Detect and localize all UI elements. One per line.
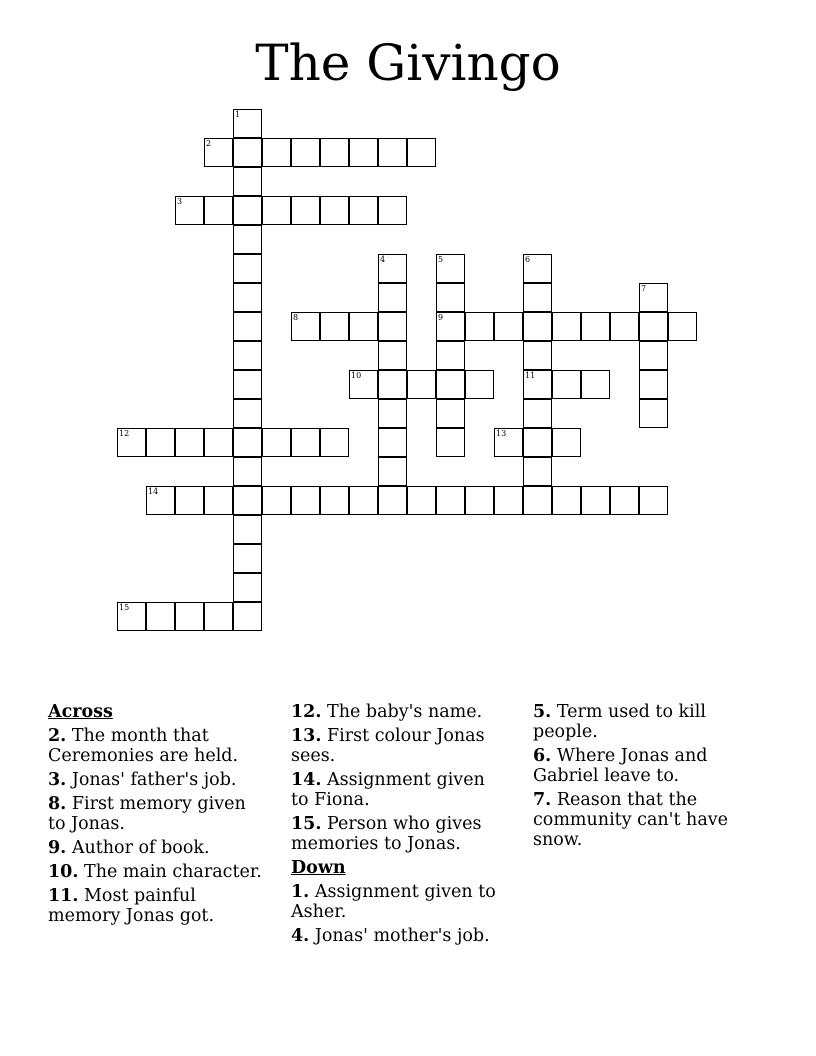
grid-cell[interactable]: [378, 138, 407, 167]
clue-number-label: 14: [148, 487, 159, 496]
grid-cell[interactable]: [233, 399, 262, 428]
grid-cell[interactable]: [204, 138, 233, 167]
grid-cell[interactable]: [320, 486, 349, 515]
clue-item: [48, 770, 268, 790]
grid-cell[interactable]: [204, 428, 233, 457]
grid-cell[interactable]: [233, 167, 262, 196]
grid-cell[interactable]: [233, 254, 262, 283]
grid-cell[interactable]: [349, 138, 378, 167]
clue-item-number: 11.: [48, 886, 79, 906]
clue-item-text: First memory given to Jonas.: [48, 794, 246, 834]
grid-cell[interactable]: [233, 486, 262, 515]
clue-item-text: Reason that the community can't have snow.: [533, 790, 729, 850]
clue-item-number: 8.: [48, 794, 67, 814]
grid-cell[interactable]: [262, 428, 291, 457]
clue-item: [291, 726, 506, 766]
clue-item: [291, 770, 506, 810]
grid-cell[interactable]: [494, 486, 523, 515]
grid-cell[interactable]: [378, 341, 407, 370]
clue-item-text: Where Jonas and Gabriel leave to.: [533, 746, 708, 786]
grid-cell[interactable]: [233, 515, 262, 544]
clue-item: [48, 862, 268, 882]
grid-cell[interactable]: [639, 283, 668, 312]
grid-cell[interactable]: [436, 283, 465, 312]
clue-item: [48, 726, 268, 766]
grid-cell[interactable]: [378, 196, 407, 225]
grid-cell[interactable]: [233, 138, 262, 167]
grid-cell[interactable]: [523, 457, 552, 486]
clue-number-label: 15: [119, 603, 130, 612]
grid-cell[interactable]: [494, 312, 523, 341]
clue-item-number: 14.: [291, 770, 322, 790]
grid-cell[interactable]: [233, 428, 262, 457]
grid-cell[interactable]: [233, 341, 262, 370]
clue-number-label: 7: [641, 284, 647, 293]
grid-cell[interactable]: [639, 370, 668, 399]
grid-cell[interactable]: [436, 399, 465, 428]
grid-cell[interactable]: [233, 196, 262, 225]
across-clues-part-1: [48, 726, 268, 926]
clue-item-number: 1.: [291, 882, 310, 902]
grid-cell[interactable]: [378, 428, 407, 457]
clues-column-1: [48, 702, 268, 930]
grid-cell[interactable]: [378, 486, 407, 515]
grid-cell[interactable]: [291, 196, 320, 225]
grid-cell[interactable]: [639, 341, 668, 370]
clue-item: [48, 838, 268, 858]
grid-cell[interactable]: [465, 370, 494, 399]
clue-number-label: 6: [525, 255, 531, 264]
grid-cell[interactable]: [668, 312, 697, 341]
grid-cell[interactable]: [494, 428, 523, 457]
grid-cell[interactable]: [523, 370, 552, 399]
grid-cell[interactable]: [175, 428, 204, 457]
grid-cell[interactable]: [204, 486, 233, 515]
down-header: Down: [291, 858, 346, 878]
grid-cell[interactable]: [610, 312, 639, 341]
puzzle-title: The Givingo: [255, 34, 561, 92]
grid-cell[interactable]: [436, 428, 465, 457]
grid-cell[interactable]: [204, 196, 233, 225]
grid-cell[interactable]: [262, 486, 291, 515]
grid-cell[interactable]: [233, 370, 262, 399]
grid-cell[interactable]: [581, 312, 610, 341]
clue-number-label: 9: [438, 313, 444, 322]
grid-cell[interactable]: [552, 428, 581, 457]
across-header: Across: [48, 702, 113, 722]
grid-cell[interactable]: [291, 138, 320, 167]
clue-number-label: 3: [177, 197, 183, 206]
grid-cell[interactable]: [320, 428, 349, 457]
grid-cell[interactable]: [175, 486, 204, 515]
clue-item-number: 9.: [48, 838, 67, 858]
clue-number-label: 13: [496, 429, 507, 438]
clue-item-text: Author of book.: [66, 838, 210, 858]
clue-number-label: 8: [293, 313, 299, 322]
grid-cell[interactable]: [146, 486, 175, 515]
clue-number-label: 4: [380, 255, 386, 264]
grid-cell[interactable]: [117, 602, 146, 631]
grid-cell[interactable]: [233, 283, 262, 312]
clue-item: [533, 702, 748, 742]
clue-item: [533, 746, 748, 786]
clue-item-number: 5.: [533, 702, 552, 722]
down-clues-part-2: [533, 702, 748, 850]
grid-cell[interactable]: [378, 399, 407, 428]
grid-cell[interactable]: [233, 457, 262, 486]
grid-cell[interactable]: [407, 370, 436, 399]
grid-cell[interactable]: [349, 486, 378, 515]
clue-item-text: Jonas' mother's job.: [309, 926, 490, 946]
clue-item-number: 12.: [291, 702, 322, 722]
clue-item: [291, 702, 506, 722]
clue-number-label: 11: [525, 371, 536, 380]
grid-cell[interactable]: [262, 138, 291, 167]
grid-cell[interactable]: [291, 428, 320, 457]
clue-item-number: 7.: [533, 790, 552, 810]
clue-number-label: 12: [119, 429, 130, 438]
grid-cell[interactable]: [378, 457, 407, 486]
clue-item-text: Term used to kill people.: [533, 702, 706, 742]
grid-cell[interactable]: [639, 399, 668, 428]
clues-column-3: [533, 702, 748, 854]
clue-item-number: 3.: [48, 770, 67, 790]
grid-cell[interactable]: [523, 428, 552, 457]
clue-item-text: First colour Jonas sees.: [291, 726, 485, 766]
clue-item: [533, 790, 748, 850]
grid-cell[interactable]: [407, 486, 436, 515]
grid-cell[interactable]: [233, 225, 262, 254]
grid-cell[interactable]: [233, 573, 262, 602]
grid-cell[interactable]: [436, 341, 465, 370]
grid-cell[interactable]: [523, 312, 552, 341]
grid-cell[interactable]: [320, 196, 349, 225]
across-clues-part-2: [291, 702, 506, 854]
grid-cell[interactable]: [523, 283, 552, 312]
grid-cell[interactable]: [407, 138, 436, 167]
grid-cell[interactable]: [581, 370, 610, 399]
grid-cell[interactable]: [610, 486, 639, 515]
clue-item: [291, 882, 506, 922]
grid-cell[interactable]: [378, 370, 407, 399]
grid-cell[interactable]: [639, 486, 668, 515]
clue-item-number: 10.: [48, 862, 79, 882]
grid-cell[interactable]: [639, 312, 668, 341]
clue-number-label: 1: [235, 110, 241, 119]
clue-item-text: The baby's name.: [321, 702, 483, 722]
grid-cell[interactable]: [436, 312, 465, 341]
grid-cell[interactable]: [523, 254, 552, 283]
grid-cell[interactable]: [378, 312, 407, 341]
clue-item-number: 15.: [291, 814, 322, 834]
grid-cell[interactable]: [262, 196, 291, 225]
clue-item: [48, 886, 268, 926]
grid-cell[interactable]: [233, 602, 262, 631]
down-clues-part-1: [291, 882, 506, 946]
grid-cell[interactable]: [291, 312, 320, 341]
grid-cell[interactable]: [436, 254, 465, 283]
grid-cell[interactable]: [233, 544, 262, 573]
grid-cell[interactable]: [465, 486, 494, 515]
grid-cell[interactable]: [146, 428, 175, 457]
grid-cell[interactable]: [117, 428, 146, 457]
clue-item-number: 13.: [291, 726, 322, 746]
grid-cell[interactable]: [175, 196, 204, 225]
clue-item-text: Person who gives memories to Jonas.: [291, 814, 482, 854]
clue-item: [291, 814, 506, 854]
grid-cell[interactable]: [436, 370, 465, 399]
grid-cell[interactable]: [204, 602, 233, 631]
grid-cell[interactable]: [436, 486, 465, 515]
grid-cell[interactable]: [233, 312, 262, 341]
grid-cell[interactable]: [233, 109, 262, 138]
clue-item-text: Jonas' father's job.: [66, 770, 237, 790]
clue-number-label: 5: [438, 255, 444, 264]
grid-cell[interactable]: [378, 254, 407, 283]
clue-item: [48, 794, 268, 834]
grid-cell[interactable]: [523, 399, 552, 428]
clue-item-text: Most painful memory Jonas got.: [48, 886, 215, 926]
clue-item: [291, 926, 506, 946]
grid-cell[interactable]: [523, 341, 552, 370]
clue-number-label: 10: [351, 371, 362, 380]
grid-cell[interactable]: [552, 312, 581, 341]
clues-column-2: [291, 702, 506, 950]
grid-cell[interactable]: [552, 486, 581, 515]
grid-cell[interactable]: [320, 138, 349, 167]
grid-cell[interactable]: [378, 283, 407, 312]
grid-cell[interactable]: [581, 486, 610, 515]
clue-item-number: 4.: [291, 926, 310, 946]
clue-item-text: The main character.: [78, 862, 262, 882]
clue-item-text: The month that Ceremonies are held.: [48, 726, 239, 766]
clue-item-text: Assignment given to Fiona.: [291, 770, 485, 810]
clue-item-text: Assignment given to Asher.: [291, 882, 496, 922]
clue-item-number: 6.: [533, 746, 552, 766]
grid-cell[interactable]: [146, 602, 175, 631]
clue-number-label: 2: [206, 139, 212, 148]
grid-cell[interactable]: [320, 312, 349, 341]
grid-cell[interactable]: [349, 196, 378, 225]
grid-cell[interactable]: [175, 602, 204, 631]
grid-cell[interactable]: [349, 312, 378, 341]
grid-cell[interactable]: [465, 312, 494, 341]
grid-cell[interactable]: [291, 486, 320, 515]
grid-cell[interactable]: [523, 486, 552, 515]
grid-cell[interactable]: [349, 370, 378, 399]
clue-item-number: 2.: [48, 726, 67, 746]
grid-cell[interactable]: [552, 370, 581, 399]
